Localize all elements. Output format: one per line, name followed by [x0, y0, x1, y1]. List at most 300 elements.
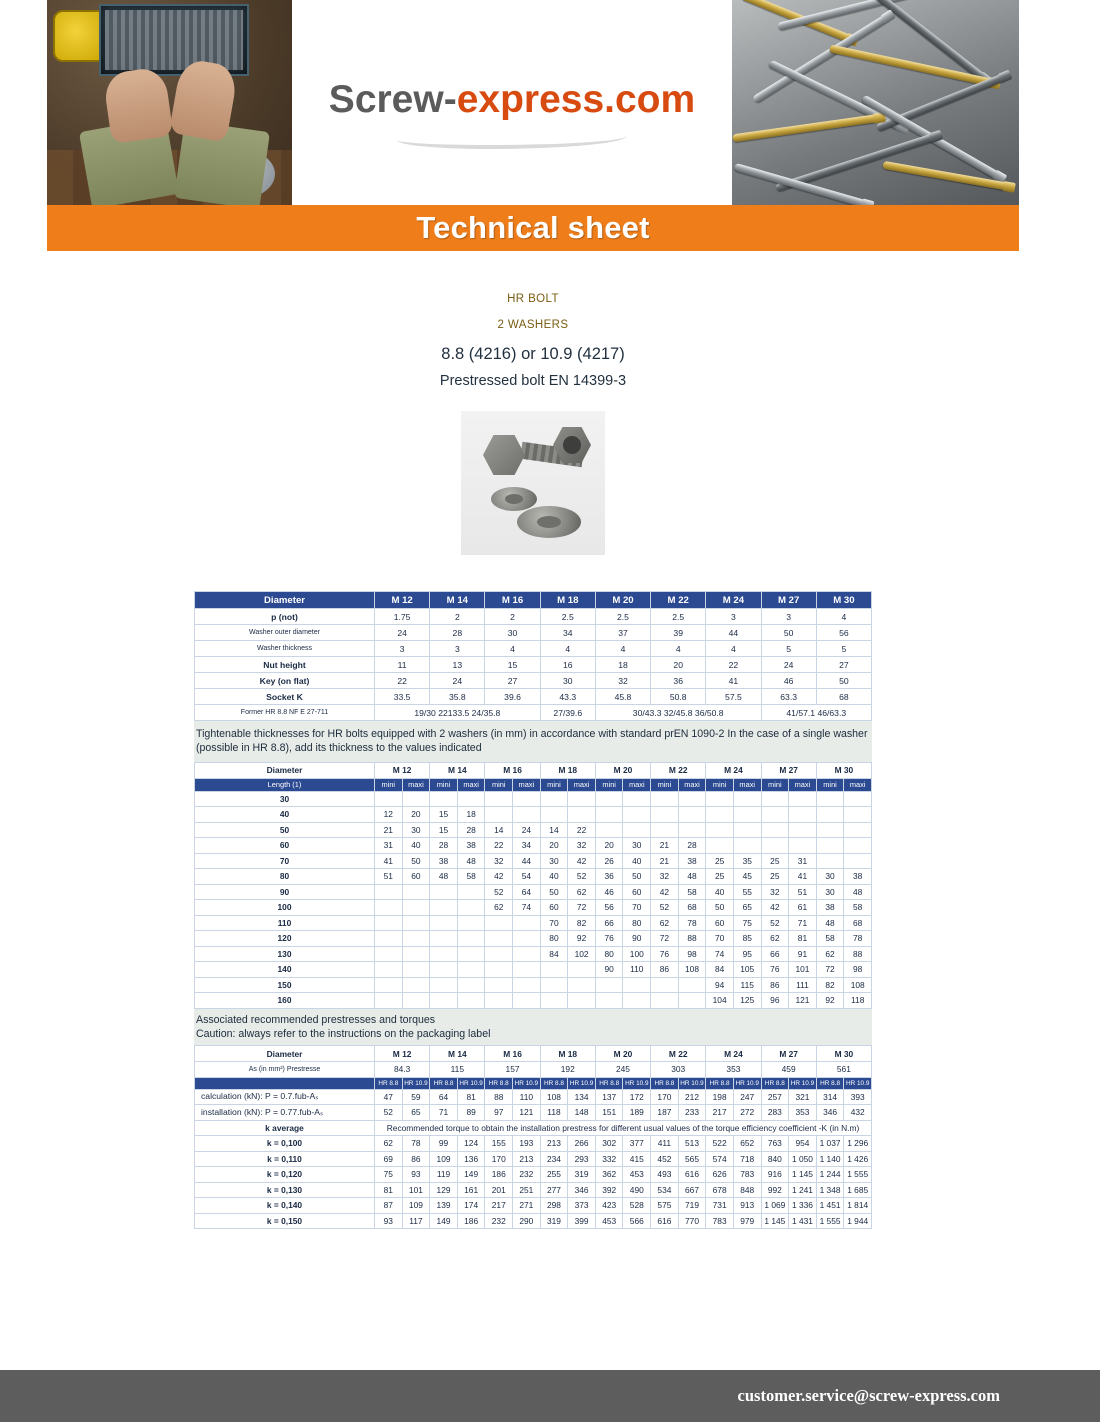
table-row	[195, 1151, 872, 1167]
data-cell: 1 555	[816, 1213, 844, 1229]
data-cell: 110	[623, 962, 651, 978]
data-cell: 66	[761, 946, 789, 962]
data-cell: 51	[375, 869, 403, 885]
data-cell: 20	[595, 838, 623, 854]
contact-email[interactable]: customer.service@screw-express.com	[737, 1386, 1000, 1405]
data-cell	[816, 791, 844, 807]
row-label: 60	[195, 838, 375, 854]
data-cell: 110	[513, 1089, 541, 1105]
data-cell: 38	[678, 853, 706, 869]
data-cell	[540, 962, 568, 978]
data-cell: 32	[485, 853, 513, 869]
data-cell: 92	[568, 931, 596, 947]
data-cell: 52	[485, 884, 513, 900]
data-cell: 453	[623, 1167, 651, 1183]
data-cell: 86	[651, 962, 679, 978]
data-cell: 217	[485, 1198, 513, 1214]
data-cell: 57.5	[706, 689, 761, 705]
table-row	[195, 657, 872, 673]
data-cell: 15	[430, 807, 458, 823]
subheader-cell: HR 8.8	[485, 1077, 513, 1089]
data-cell: 68	[816, 689, 871, 705]
data-cell: 46	[761, 673, 816, 689]
data-cell: 3	[706, 609, 761, 625]
data-cell	[595, 993, 623, 1009]
data-cell: 561	[816, 1062, 871, 1078]
data-cell: 22	[568, 822, 596, 838]
data-cell: 148	[568, 1105, 596, 1121]
data-cell: 575	[651, 1198, 679, 1214]
data-cell: 277	[540, 1182, 568, 1198]
data-cell: 24	[761, 657, 816, 673]
data-cell: 56	[595, 900, 623, 916]
row-label: 140	[195, 962, 375, 978]
table-row	[195, 993, 872, 1009]
subheader-cell: HR 8.8	[706, 1077, 734, 1089]
data-cell: 42	[568, 853, 596, 869]
data-cell: 1 241	[789, 1182, 817, 1198]
data-cell	[430, 900, 458, 916]
as-label: As (in mm²) Prestresse	[195, 1062, 375, 1078]
table-row	[195, 884, 872, 900]
data-cell: 40	[540, 869, 568, 885]
data-cell	[761, 791, 789, 807]
data-cell	[402, 931, 430, 947]
data-cell: 92	[816, 993, 844, 1009]
row-label: k = 0,120	[195, 1167, 375, 1183]
header-cell: M 20	[595, 762, 650, 778]
data-cell: 30	[485, 625, 540, 641]
data-cell: 97	[485, 1105, 513, 1121]
data-cell	[816, 807, 844, 823]
data-cell	[568, 993, 596, 1009]
data-cell: 48	[430, 869, 458, 885]
site-logo	[329, 78, 695, 122]
data-cell	[513, 915, 541, 931]
data-cell: 124	[457, 1136, 485, 1152]
data-cell	[375, 962, 403, 978]
row-label: k average	[195, 1120, 375, 1136]
header-cell: M 12	[375, 1046, 430, 1062]
data-cell: 783	[733, 1167, 761, 1183]
data-cell: 1 685	[844, 1182, 872, 1198]
row-label: 90	[195, 884, 375, 900]
footer-divider	[47, 1362, 1100, 1370]
data-cell: 2.5	[651, 609, 706, 625]
subheader-cell: HR 8.8	[595, 1077, 623, 1089]
data-cell: 22	[375, 673, 430, 689]
data-cell: 4	[540, 641, 595, 657]
data-cell	[540, 977, 568, 993]
data-cell: 266	[568, 1136, 596, 1152]
table-row	[195, 609, 872, 625]
data-cell: 213	[540, 1136, 568, 1152]
data-cell: 217	[706, 1105, 734, 1121]
row-label: 130	[195, 946, 375, 962]
data-cell: 34	[540, 625, 595, 641]
header-cell: M 22	[651, 592, 706, 609]
data-cell: 30	[816, 884, 844, 900]
subheader-cell: HR 8.8	[651, 1077, 679, 1089]
data-cell: 432	[844, 1105, 872, 1121]
data-cell: 108	[678, 962, 706, 978]
table-row	[195, 1136, 872, 1152]
header-cell: M 27	[761, 592, 816, 609]
data-cell: 25	[761, 869, 789, 885]
data-cell: 68	[678, 900, 706, 916]
header-cell: Diameter	[195, 592, 375, 609]
data-cell: 80	[540, 931, 568, 947]
data-cell: 111	[789, 977, 817, 993]
data-cell	[789, 822, 817, 838]
row-label: 110	[195, 915, 375, 931]
data-cell: 87	[375, 1198, 403, 1214]
data-cell: 35.8	[430, 689, 485, 705]
data-cell: 52	[651, 900, 679, 916]
data-cell: 115	[430, 1062, 485, 1078]
data-cell	[485, 807, 513, 823]
data-cell: 58	[457, 869, 485, 885]
data-cell: 415	[623, 1151, 651, 1167]
data-cell: 490	[623, 1182, 651, 1198]
data-cell: 718	[733, 1151, 761, 1167]
spacer-cell	[195, 1077, 375, 1089]
data-cell: 44	[706, 625, 761, 641]
data-cell: 70	[706, 931, 734, 947]
data-cell: 52	[761, 915, 789, 931]
row-label: 30	[195, 791, 375, 807]
subheader-cell: HR 10.9	[678, 1077, 706, 1089]
data-cell	[430, 977, 458, 993]
data-cell: 1 140	[816, 1151, 844, 1167]
data-cell: 54	[513, 869, 541, 885]
data-cell	[678, 807, 706, 823]
data-cell: 66	[595, 915, 623, 931]
data-cell: 4	[595, 641, 650, 657]
data-cell: 362	[595, 1167, 623, 1183]
data-cell	[678, 977, 706, 993]
table-row	[195, 641, 872, 657]
data-cell: 70	[540, 915, 568, 931]
data-cell: 139	[430, 1198, 458, 1214]
screws-pile-photo	[732, 0, 1019, 205]
data-cell	[430, 993, 458, 1009]
data-cell: 64	[430, 1089, 458, 1105]
data-cell	[457, 884, 485, 900]
table-row	[195, 1198, 872, 1214]
data-cell: 1 426	[844, 1151, 872, 1167]
data-cell: 50	[540, 884, 568, 900]
data-cell: 1 555	[844, 1167, 872, 1183]
data-cell	[457, 791, 485, 807]
data-cell: 848	[733, 1182, 761, 1198]
subheader-cell: mini	[540, 778, 568, 791]
data-cell: 186	[485, 1167, 513, 1183]
data-cell: 90	[623, 931, 651, 947]
data-cell: 42	[761, 900, 789, 916]
data-cell	[761, 807, 789, 823]
data-cell: 189	[623, 1105, 651, 1121]
data-cell	[678, 822, 706, 838]
row-label: Washer thickness	[195, 641, 375, 657]
data-cell	[761, 838, 789, 854]
data-cell	[651, 822, 679, 838]
data-cell: 71	[789, 915, 817, 931]
tightenable-thickness-note: Tightenable thicknesses for HR bolts equipped with 2 washers (in mm) in accordance with standard prEN 1090-2 In the case of a single washer (possible in HR 8.8), add its thickness to the values indicated	[194, 721, 872, 762]
data-cell: 129	[430, 1182, 458, 1198]
data-cell: 399	[568, 1213, 596, 1229]
prestress-torque-note	[194, 1009, 872, 1046]
data-cell: 118	[540, 1105, 568, 1121]
data-cell: 3	[761, 609, 816, 625]
data-cell: 76	[761, 962, 789, 978]
data-cell: 48	[816, 915, 844, 931]
data-cell: 38	[430, 853, 458, 869]
data-cell: 232	[485, 1213, 513, 1229]
data-cell: 513	[678, 1136, 706, 1152]
data-cell: 198	[706, 1089, 734, 1105]
data-cell: 172	[623, 1089, 651, 1105]
data-cell: 616	[651, 1213, 679, 1229]
data-cell	[789, 838, 817, 854]
row-label: 80	[195, 869, 375, 885]
data-cell	[402, 915, 430, 931]
data-cell	[375, 931, 403, 947]
data-cell	[375, 900, 403, 916]
data-cell: 62	[485, 900, 513, 916]
data-cell: 30	[540, 853, 568, 869]
data-cell: 70	[623, 900, 651, 916]
data-cell: 42	[485, 869, 513, 885]
data-cell	[457, 962, 485, 978]
data-cell: 65	[402, 1105, 430, 1121]
data-cell	[789, 791, 817, 807]
data-cell	[733, 807, 761, 823]
table-row	[195, 1213, 872, 1229]
subheader-cell: HR 10.9	[568, 1077, 596, 1089]
data-cell: 137	[595, 1089, 623, 1105]
data-cell: 58	[816, 931, 844, 947]
data-cell: 30/43.3 32/45.8 36/50.8	[595, 705, 761, 721]
data-cell: 21	[651, 853, 679, 869]
data-cell: 528	[623, 1198, 651, 1214]
data-cell: 213	[513, 1151, 541, 1167]
data-cell: 719	[678, 1198, 706, 1214]
data-cell: 954	[789, 1136, 817, 1152]
data-cell: 60	[623, 884, 651, 900]
data-cell: 667	[678, 1182, 706, 1198]
data-cell: 4	[651, 641, 706, 657]
row-label: 40	[195, 807, 375, 823]
header-cell: M 30	[816, 762, 871, 778]
table-row	[195, 1167, 872, 1183]
data-cell: 22	[485, 838, 513, 854]
prestress-note-line2: Caution: always refer to the instructions on the packaging label	[196, 1027, 491, 1040]
data-cell: 76	[651, 946, 679, 962]
prestress-torque-table	[194, 1045, 872, 1229]
data-cell	[706, 791, 734, 807]
data-cell	[651, 807, 679, 823]
data-cell: 42	[651, 884, 679, 900]
data-cell: 1 296	[844, 1136, 872, 1152]
subheader-cell: maxi	[789, 778, 817, 791]
table-row	[195, 869, 872, 885]
data-cell: 81	[375, 1182, 403, 1198]
data-cell	[513, 993, 541, 1009]
data-cell: 1 050	[789, 1151, 817, 1167]
data-cell: 32	[595, 673, 650, 689]
data-cell	[402, 962, 430, 978]
data-cell: 39.6	[485, 689, 540, 705]
data-cell: 28	[430, 625, 485, 641]
data-cell: 257	[761, 1089, 789, 1105]
header-cell: M 22	[651, 1046, 706, 1062]
data-cell: 84.3	[375, 1062, 430, 1078]
subheader-cell: HR 8.8	[375, 1077, 403, 1089]
data-cell: 40	[706, 884, 734, 900]
data-cell: 80	[595, 946, 623, 962]
data-cell: 64	[513, 884, 541, 900]
data-cell: 56	[816, 625, 871, 641]
data-cell: 26	[595, 853, 623, 869]
tightenable-thickness-table	[194, 762, 872, 1009]
subheader-cell: mini	[430, 778, 458, 791]
data-cell	[678, 791, 706, 807]
subheader-cell: HR 10.9	[789, 1077, 817, 1089]
data-cell: 24	[430, 673, 485, 689]
data-cell: 170	[485, 1151, 513, 1167]
data-cell: 101	[402, 1182, 430, 1198]
subheader-cell: HR 10.9	[457, 1077, 485, 1089]
data-cell: 21	[375, 822, 403, 838]
header-cell: M 27	[761, 762, 816, 778]
data-cell: 48	[678, 869, 706, 885]
data-cell: 62	[816, 946, 844, 962]
subheader-label: Length (1)	[195, 778, 375, 791]
header-cell: M 20	[595, 1046, 650, 1062]
data-cell: 290	[513, 1213, 541, 1229]
data-cell	[430, 946, 458, 962]
logo-text-secondary: express.com	[456, 78, 696, 121]
data-cell: 76	[595, 931, 623, 947]
data-cell: 50.8	[651, 689, 706, 705]
data-cell	[623, 807, 651, 823]
subheader-cell: HR 8.8	[761, 1077, 789, 1089]
data-cell	[595, 977, 623, 993]
data-cell	[457, 915, 485, 931]
data-cell: 40	[623, 853, 651, 869]
data-cell: 82	[816, 977, 844, 993]
data-cell: 45	[733, 869, 761, 885]
data-cell: 411	[651, 1136, 679, 1152]
data-cell: 157	[485, 1062, 540, 1078]
data-cell	[457, 931, 485, 947]
data-cell: 13	[430, 657, 485, 673]
data-cell: 19/30 22133.5 24/35.8	[375, 705, 541, 721]
workbench-screws-photo	[47, 0, 292, 205]
row-label: p (not)	[195, 609, 375, 625]
data-cell: 85	[733, 931, 761, 947]
data-cell: 119	[430, 1167, 458, 1183]
data-cell	[430, 931, 458, 947]
data-cell: 452	[651, 1151, 679, 1167]
header-cell: M 27	[761, 1046, 816, 1062]
table-row	[195, 838, 872, 854]
data-cell	[623, 993, 651, 1009]
data-cell: 3	[430, 641, 485, 657]
data-cell: 493	[651, 1167, 679, 1183]
data-cell: 40	[402, 838, 430, 854]
data-cell: 78	[844, 931, 872, 947]
data-cell: 61	[789, 900, 817, 916]
data-cell: 88	[485, 1089, 513, 1105]
data-cell: 28	[457, 822, 485, 838]
data-cell: 2.5	[540, 609, 595, 625]
subheader-cell: HR 8.8	[540, 1077, 568, 1089]
header-cell: M 12	[375, 592, 430, 609]
data-cell: 5	[761, 641, 816, 657]
data-cell: 4	[485, 641, 540, 657]
data-cell: 86	[761, 977, 789, 993]
data-cell: 38	[844, 869, 872, 885]
data-cell	[375, 993, 403, 1009]
data-cell	[706, 822, 734, 838]
data-cell: 566	[623, 1213, 651, 1229]
table-row	[195, 822, 872, 838]
data-cell: 58	[678, 884, 706, 900]
header-cell: M 18	[540, 592, 595, 609]
table-row	[195, 1182, 872, 1198]
row-label: k = 0,150	[195, 1213, 375, 1229]
data-cell	[513, 962, 541, 978]
row-label: 150	[195, 977, 375, 993]
data-cell	[402, 946, 430, 962]
data-cell	[844, 807, 872, 823]
table-row	[195, 1120, 872, 1136]
data-cell: 731	[706, 1198, 734, 1214]
data-cell: 245	[595, 1062, 650, 1078]
data-cell: 78	[402, 1136, 430, 1152]
table-row	[195, 962, 872, 978]
data-cell: 25	[706, 869, 734, 885]
data-cell: 88	[844, 946, 872, 962]
header-cell: M 14	[430, 762, 485, 778]
data-cell: 43.3	[540, 689, 595, 705]
header-cell: M 16	[485, 762, 540, 778]
data-cell: 271	[513, 1198, 541, 1214]
data-cell: 50	[816, 673, 871, 689]
subheader-cell: maxi	[568, 778, 596, 791]
row-label: 100	[195, 900, 375, 916]
data-cell: 18	[595, 657, 650, 673]
data-cell: 2	[485, 609, 540, 625]
data-cell: 2.5	[595, 609, 650, 625]
subheader-cell: HR 10.9	[513, 1077, 541, 1089]
data-cell: 105	[733, 962, 761, 978]
document-page	[47, 0, 1019, 1422]
data-cell	[540, 807, 568, 823]
data-cell: 48	[844, 884, 872, 900]
data-cell: 783	[706, 1213, 734, 1229]
data-cell	[816, 853, 844, 869]
data-cell: 98	[844, 962, 872, 978]
data-cell: 522	[706, 1136, 734, 1152]
table-subheader-row	[195, 778, 872, 791]
data-cell: 151	[595, 1105, 623, 1121]
technical-tables	[194, 591, 872, 1229]
data-cell	[430, 791, 458, 807]
data-cell	[844, 838, 872, 854]
